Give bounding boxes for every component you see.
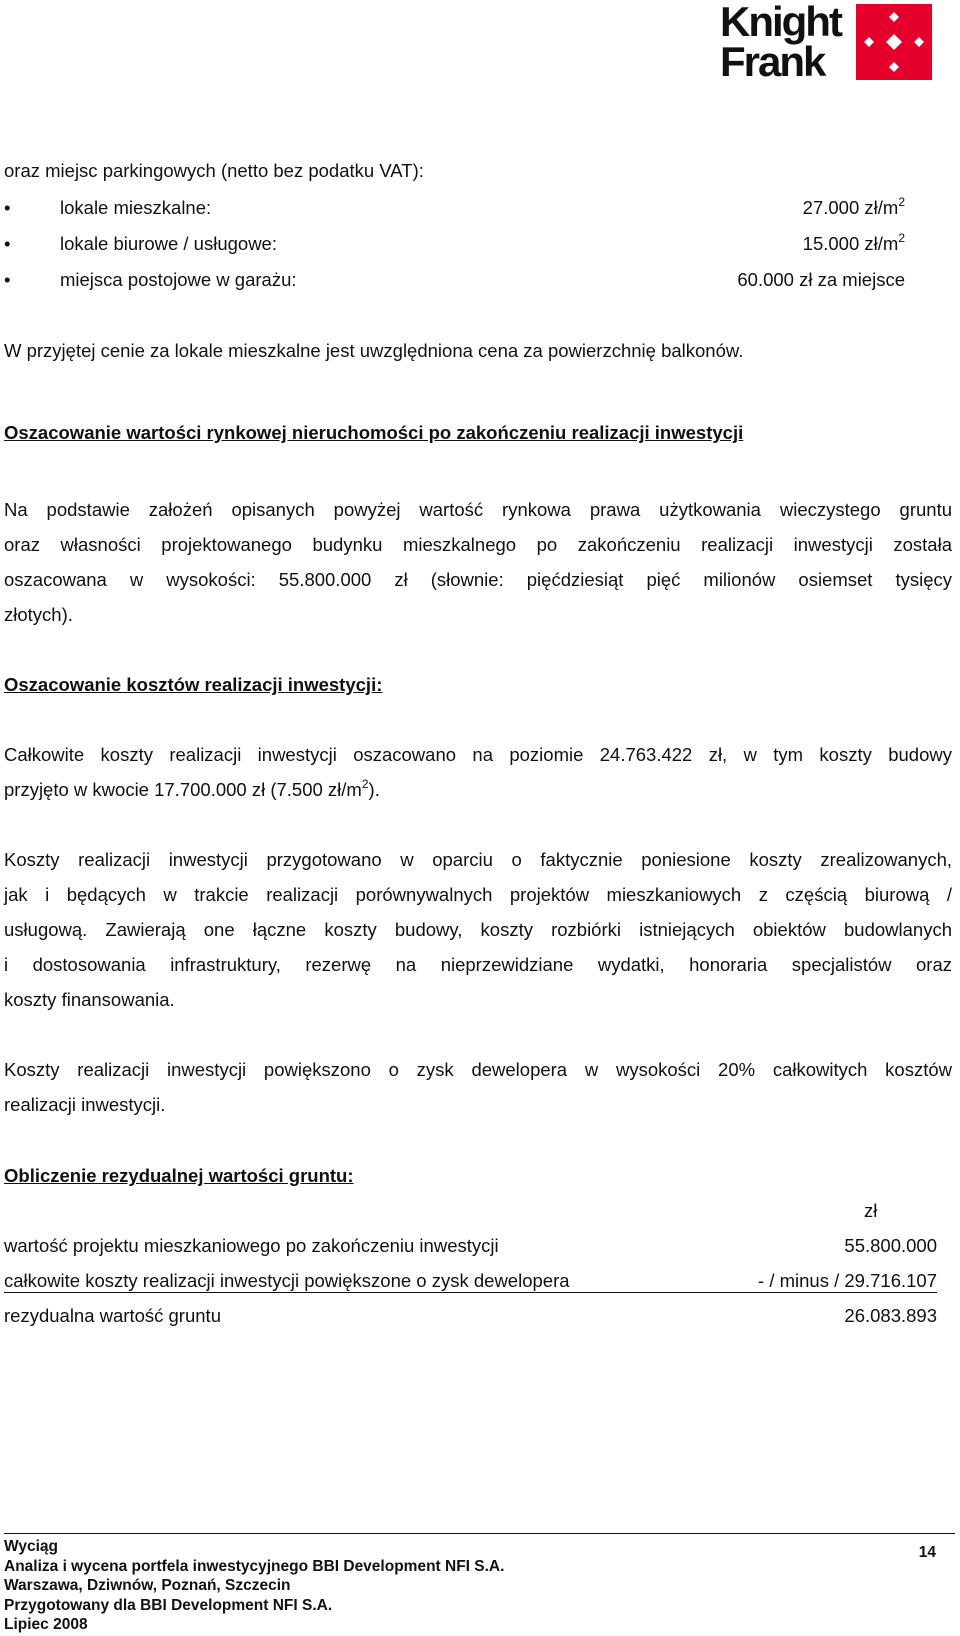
calc-value: - / minus / 29.716.107	[758, 1270, 937, 1291]
footer	[4, 1537, 504, 1635]
price-item-parking	[0, 269, 905, 295]
logo-word-frank: Frank	[720, 38, 825, 85]
bullet-icon: •	[4, 269, 11, 290]
costs-p2-line-5: koszty finansowania.	[4, 989, 175, 1010]
section-heading-market-value: Oszacowanie wartości rynkowej nieruchomości po zakończeniu realizacji inwestycji	[4, 422, 744, 443]
calc-label: całkowite koszty realizacji inwestycji powiększone o zysk dewelopera	[4, 1270, 570, 1291]
calc-value: 55.800.000	[844, 1235, 937, 1256]
balcony-note: W przyjętej cenie za lokale mieszkalne jest uwzględniona cena za powierzchnię balkonów.	[4, 340, 744, 361]
price-value: 60.000 zł za miejsce	[737, 269, 905, 290]
section-heading-costs: Oszacowanie kosztów realizacji inwestycji:	[4, 674, 383, 695]
intro-line: oraz miejsc parkingowych (netto bez podatku VAT):	[4, 160, 424, 181]
price-label: lokale mieszkalne:	[60, 197, 212, 218]
market-value-line-2: oraz własności projektowanego budynku mieszkalnego po zakończeniu realizacji inwestycji została	[4, 534, 952, 555]
logo-word-knight: Knight	[720, 0, 841, 45]
price-item-residential	[0, 197, 905, 223]
costs-p2-line-1: Koszty realizacji inwestycji przygotowano w oparciu o faktycznie poniesione koszty zrealizowanych,	[4, 849, 952, 870]
footer-line-1: Wyciąg	[4, 1538, 58, 1555]
page-number: 14	[918, 1544, 936, 1561]
bullet-icon: •	[4, 233, 11, 254]
footer-line-3: Warszawa, Dziwnów, Poznań, Szczecin	[4, 1577, 291, 1594]
market-value-line-3: oszacowana w wysokości: 55.800.000 zł (słownie: pięćdziesiąt pięć milionów osiemset tysięcy	[4, 569, 952, 590]
calc-value: 26.083.893	[844, 1305, 937, 1326]
market-value-line-4: złotych).	[4, 604, 73, 625]
costs-p2-line-4: i dostosowania infrastruktury, rezerwę na nieprzewidziane wydatki, honoraria specjalistów oraz	[4, 954, 952, 975]
footer-line-4: Przygotowany dla BBI Development NFI S.A.	[4, 1596, 333, 1614]
logo-wordmark	[720, 0, 845, 85]
price-value: 15.000 $zł/m^2$	[802, 231, 905, 254]
price-label: lokale biurowe / usługowe:	[60, 233, 277, 254]
logo-cross-mark-icon	[856, 4, 932, 80]
price-item-office	[0, 233, 905, 259]
costs-p3-line-1: Koszty realizacji inwestycji powiększono o zysk dewelopera w wysokości 20% całkowitych kosztów	[4, 1059, 952, 1080]
costs-p1-line-2: przyjęto w kwocie 17.700.000 zł (7.500 $zł/m^2$).	[4, 777, 380, 800]
bullet-icon: •	[4, 197, 11, 218]
calc-row-residual-value	[4, 1305, 937, 1331]
costs-p1-line-1: Całkowite koszty realizacji inwestycji oszacowano na poziomie 24.763.422 zł, w tym koszty budowy	[4, 744, 952, 765]
calc-row-total-costs	[4, 1270, 937, 1293]
costs-p3-line-2: realizacji inwestycji.	[4, 1094, 166, 1115]
section-heading-residual: Obliczenie rezydualnej wartości gruntu:	[4, 1165, 354, 1186]
footer-line-5: Lipiec 2008	[4, 1616, 88, 1633]
calc-row-project-value	[4, 1235, 937, 1261]
costs-p2-line-3: usługową. Zawierają one łączne koszty budowy, koszty rozbiórki istniejących obiektów budowlanych	[4, 919, 952, 940]
price-value: 27.000 $zł/m^2$	[802, 195, 905, 218]
knight-frank-logo	[720, 0, 932, 85]
footer-divider	[4, 1533, 955, 1534]
calc-label: wartość projektu mieszkaniowego po zakończeniu inwestycji	[4, 1235, 499, 1256]
calc-label: rezydualna wartość gruntu	[4, 1305, 221, 1326]
footer-line-2: Analiza i wycena portfela inwestycyjnego BBI Development NFI S.A.	[4, 1557, 505, 1575]
market-value-line-1: Na podstawie założeń opisanych powyżej wartość rynkowa prawa użytkowania wieczystego gruntu	[4, 499, 952, 520]
unit-label: zł	[864, 1200, 878, 1221]
price-label: miejsca postojowe w garażu:	[60, 269, 297, 290]
costs-p2-line-2: jak i będących w trakcie realizacji porównywalnych projektów mieszkaniowych z częścią biurową /	[4, 884, 952, 905]
